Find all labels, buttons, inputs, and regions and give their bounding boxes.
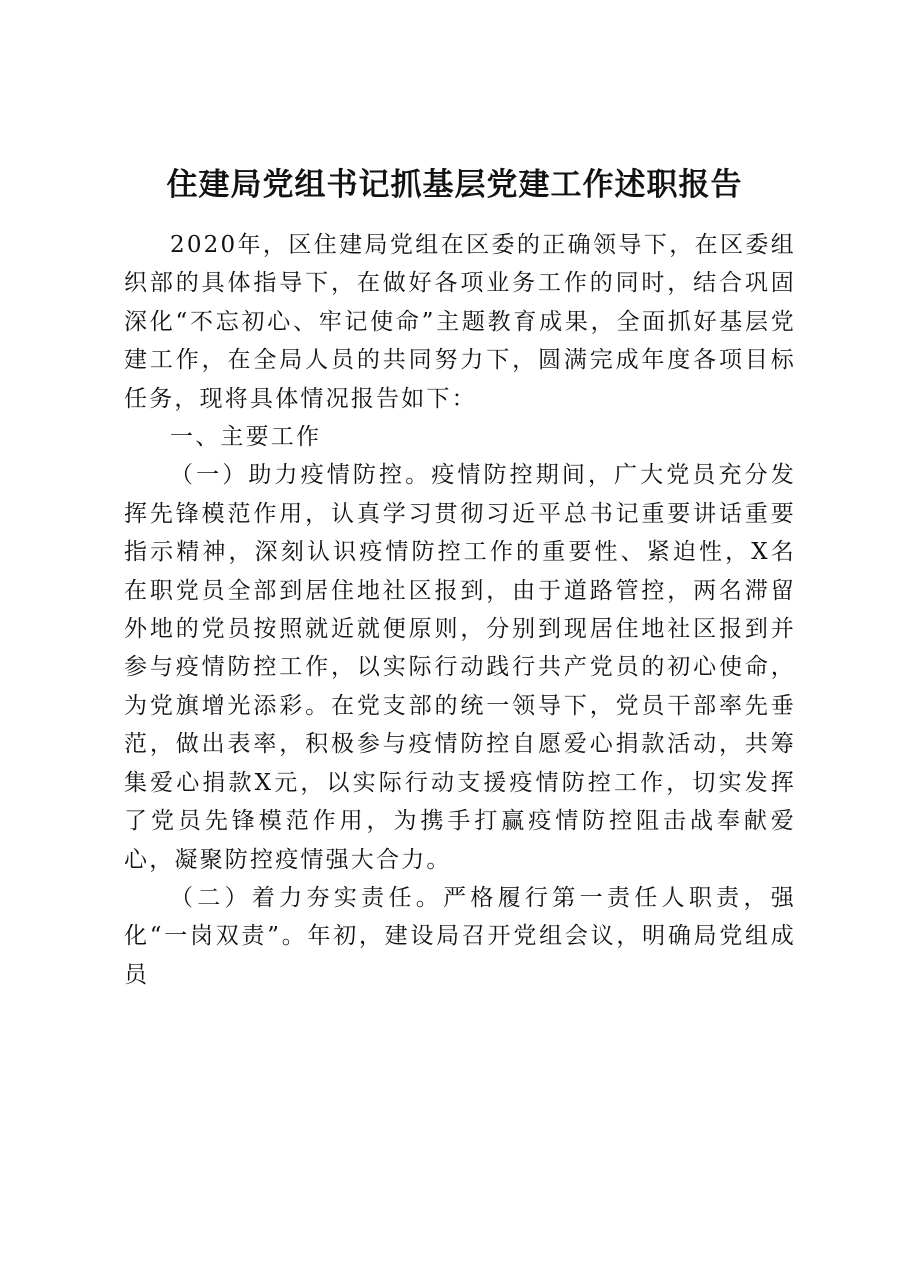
section-heading: 一、主要工作 (170, 424, 322, 451)
section-paragraph-responsibility: （二）着力夯实责任。严格履行第一责任人职责，强化“一岗双责”。年初，建设局召开党组会议，明确局党组成员 (124, 884, 796, 988)
intro-paragraph: 2020年，区住建局党组在区委的正确领导下，在区委组织部的具体指导下，在做好各项业务工作的同时，结合巩固深化“不忘初心、牢记使命”主题教育成果，全面抓好基层党建工作，在全局人员的共同努力下，圆满完成年度各项目标任务，现将具体情况报告如下： (124, 232, 796, 412)
document-title: 住建局党组书记抓基层党建工作述职报告 (166, 167, 743, 203)
section-paragraph-epidemic: （一）助力疫情防控。疫情防控期间，广大党员充分发挥先锋模范作用，认真学习贯彻习近平总书记重要讲话重要指示精神，深刻认识疫情防控工作的重要性、紧迫性，X名在职党员全部到居住地社区报到，由于道路管控，两名滞留外地的党员按照就近就便原则，分别到现居住地社区报到并参与疫情防控工作，以实际行动践行共产党员的初心使命，为党旗增光添彩。在党支部的统一领导下，党员干部率先垂范，做出表率，积极参与疫情防控自愿爱心捐款活动，共筹集爱心捐款X元，以实际行动支援疫情防控工作，切实发挥了党员先锋模范作用，为携手打赢疫情防控阻击战奉献爱心，凝聚防控疫情强大合力。 (124, 462, 796, 873)
document-body (124, 226, 796, 994)
